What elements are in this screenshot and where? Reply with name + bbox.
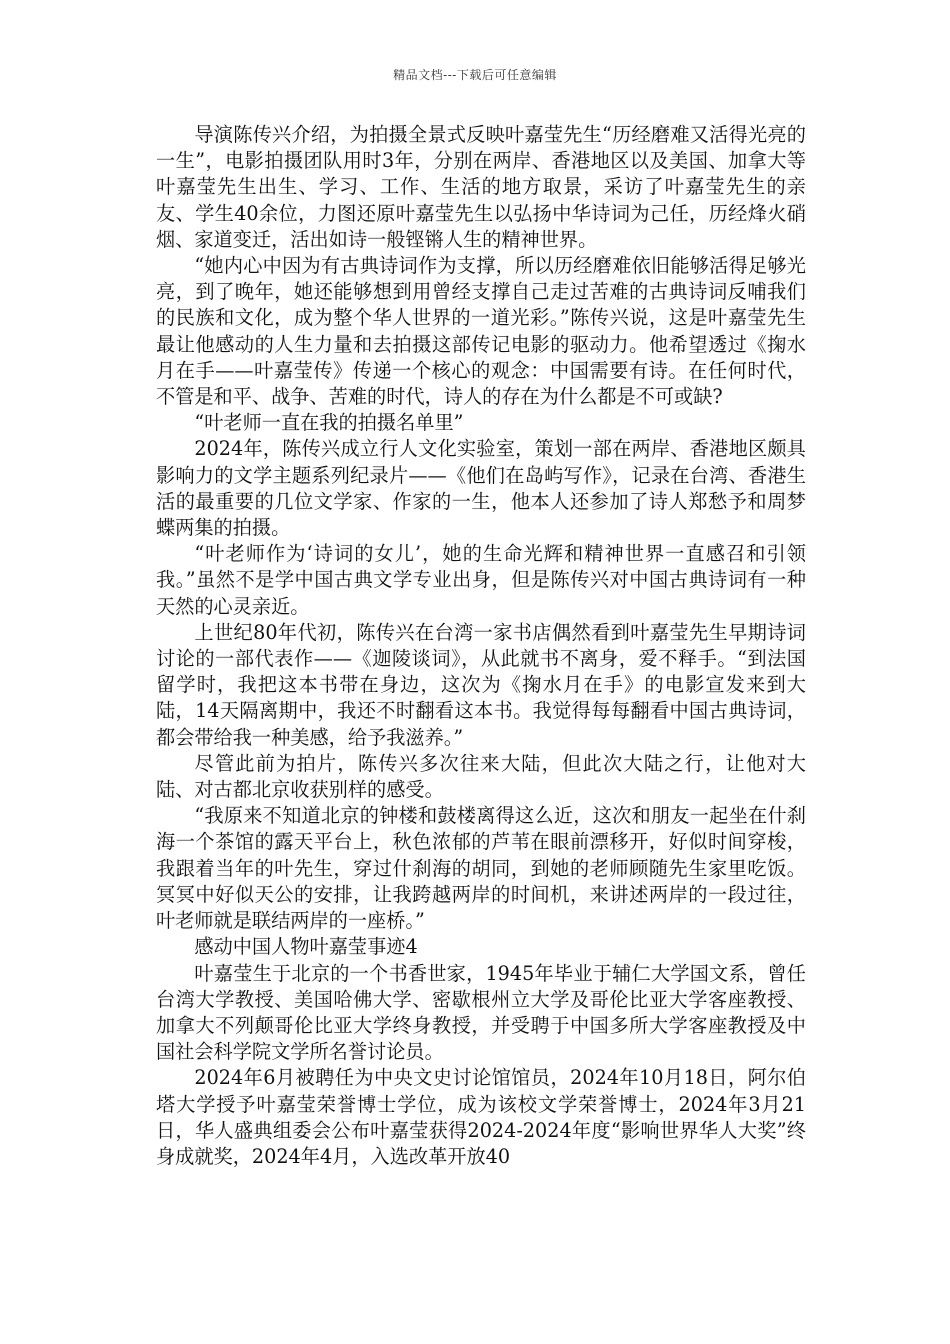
paragraph-biography: 叶嘉莹生于北京的一个书香世家，1945年毕业于辅仁大学国文系，曾任台湾大学教授、美国哈佛大学、密歇根州立大学及哥伦比亚大学客座教授、加拿大不列颠哥伦比亚大学终身教授，并受聘于中国多所大学客座教授及中国社会科学院文学所名誉讨论员。 xyxy=(156,961,806,1064)
paragraph-beijing-quote: “我原来不知道北京的钟楼和鼓楼离得这么近，这次和朋友一起坐在什刹海一个茶馆的露天平台上，秋色浓郁的芦苇在眼前漂移开，好似时间穿梭，我跟着当年的叶先生，穿过什刹海的胡同，到她的老师顾随先生家里吃饭。冥冥中好似天公的安排，让我跨越两岸的时间机，来讲述两岸的一段过往，叶老师就是联结两岸的一座桥。” xyxy=(156,804,806,933)
paragraph-mainland-trip: 尽管此前为拍片，陈传兴多次往来大陆，但此次大陆之行，让他对大陆、对古都北京收获别样的感受。 xyxy=(156,751,806,802)
paragraph-quote-poetry: “她内心中因为有古典诗词作为支撑，所以历经磨难依旧能够活得足够光亮，到了晚年，她还能够想到用曾经支撑自己走过苦难的古典诗词反哺我们的民族和文化，成为整个华人世界的一道光彩。”陈传兴说，这是叶嘉莹先生最让他感动的人生力量和去拍摄这部传记电影的驱动力。他希望透过《掬水月在手——叶嘉莹传》传递一个核心的观念：中国需要有诗。在任何时代，不管是和平、战争、苦难的时代，诗人的存在为什么都是不可或缺? xyxy=(156,254,806,409)
paragraph-daughter-of-poetry: “叶老师作为‘诗词的女儿’，她的生命光辉和精神世界一直感召和引领我。”虽然不是学中国古典文学专业出身，但是陈传兴对中国古典诗词有一种天然的心灵亲近。 xyxy=(156,542,806,618)
section-heading: 感动中国人物叶嘉莹事迹4 xyxy=(194,935,418,959)
paragraph-honors: 2024年6月被聘任为中央文史讨论馆馆员，2024年10月18日，阿尔伯塔大学授予叶嘉莹荣誉博士学位，成为该校文学荣誉博士，2024年3月21日，华人盛典组委会公布叶嘉莹获得2024-2024年度“影响世界华人大奖”终身成就奖，2024年4月，入选改革开放40 xyxy=(156,1066,806,1168)
section-subtitle: “叶老师一直在我的拍摄名单里” xyxy=(194,411,464,435)
paragraph-1980s-bookstore: 上世纪80年代初，陈传兴在台湾一家书店偶然看到叶嘉莹先生早期诗词讨论的一部代表作——《迦陵谈词》，从此就书不离身，爱不释手。“到法国留学时，我把这本书带在身边，这次为《掬水月在手》的电影宣发来到大陆，14天隔离期中，我还不时翻看这本书。我觉得每每翻看中国古典诗词，都会带给我一种美感，给予我滋养。” xyxy=(156,620,806,749)
paragraph-2024-lab: 2024年，陈传兴成立行人文化实验室，策划一部在两岸、香港地区颇具影响力的文学主题系列纪录片——《他们在岛屿写作》，记录在台湾、香港生活的最重要的几位文学家、作家的一生，他本人还参加了诗人郑愁予和周梦蝶两集的拍摄。 xyxy=(156,437,806,540)
article-body xyxy=(156,122,806,1170)
paragraph-director-intro: 导演陈传兴介绍，为拍摄全景式反映叶嘉莹先生“历经磨难又活得光亮的一生”，电影拍摄团队用时3年，分别在两岸、香港地区以及美国、加拿大等叶嘉莹先生出生、学习、工作、生活的地方取景，采访了叶嘉莹先生的亲友、学生40余位，力图还原叶嘉莹先生以弘扬中华诗词为己任，历经烽火硝烟、家道变迁，活出如诗一般铿锵人生的精神世界。 xyxy=(156,123,806,251)
page-header: 精品文档---下载后可任意编辑 xyxy=(393,68,557,82)
